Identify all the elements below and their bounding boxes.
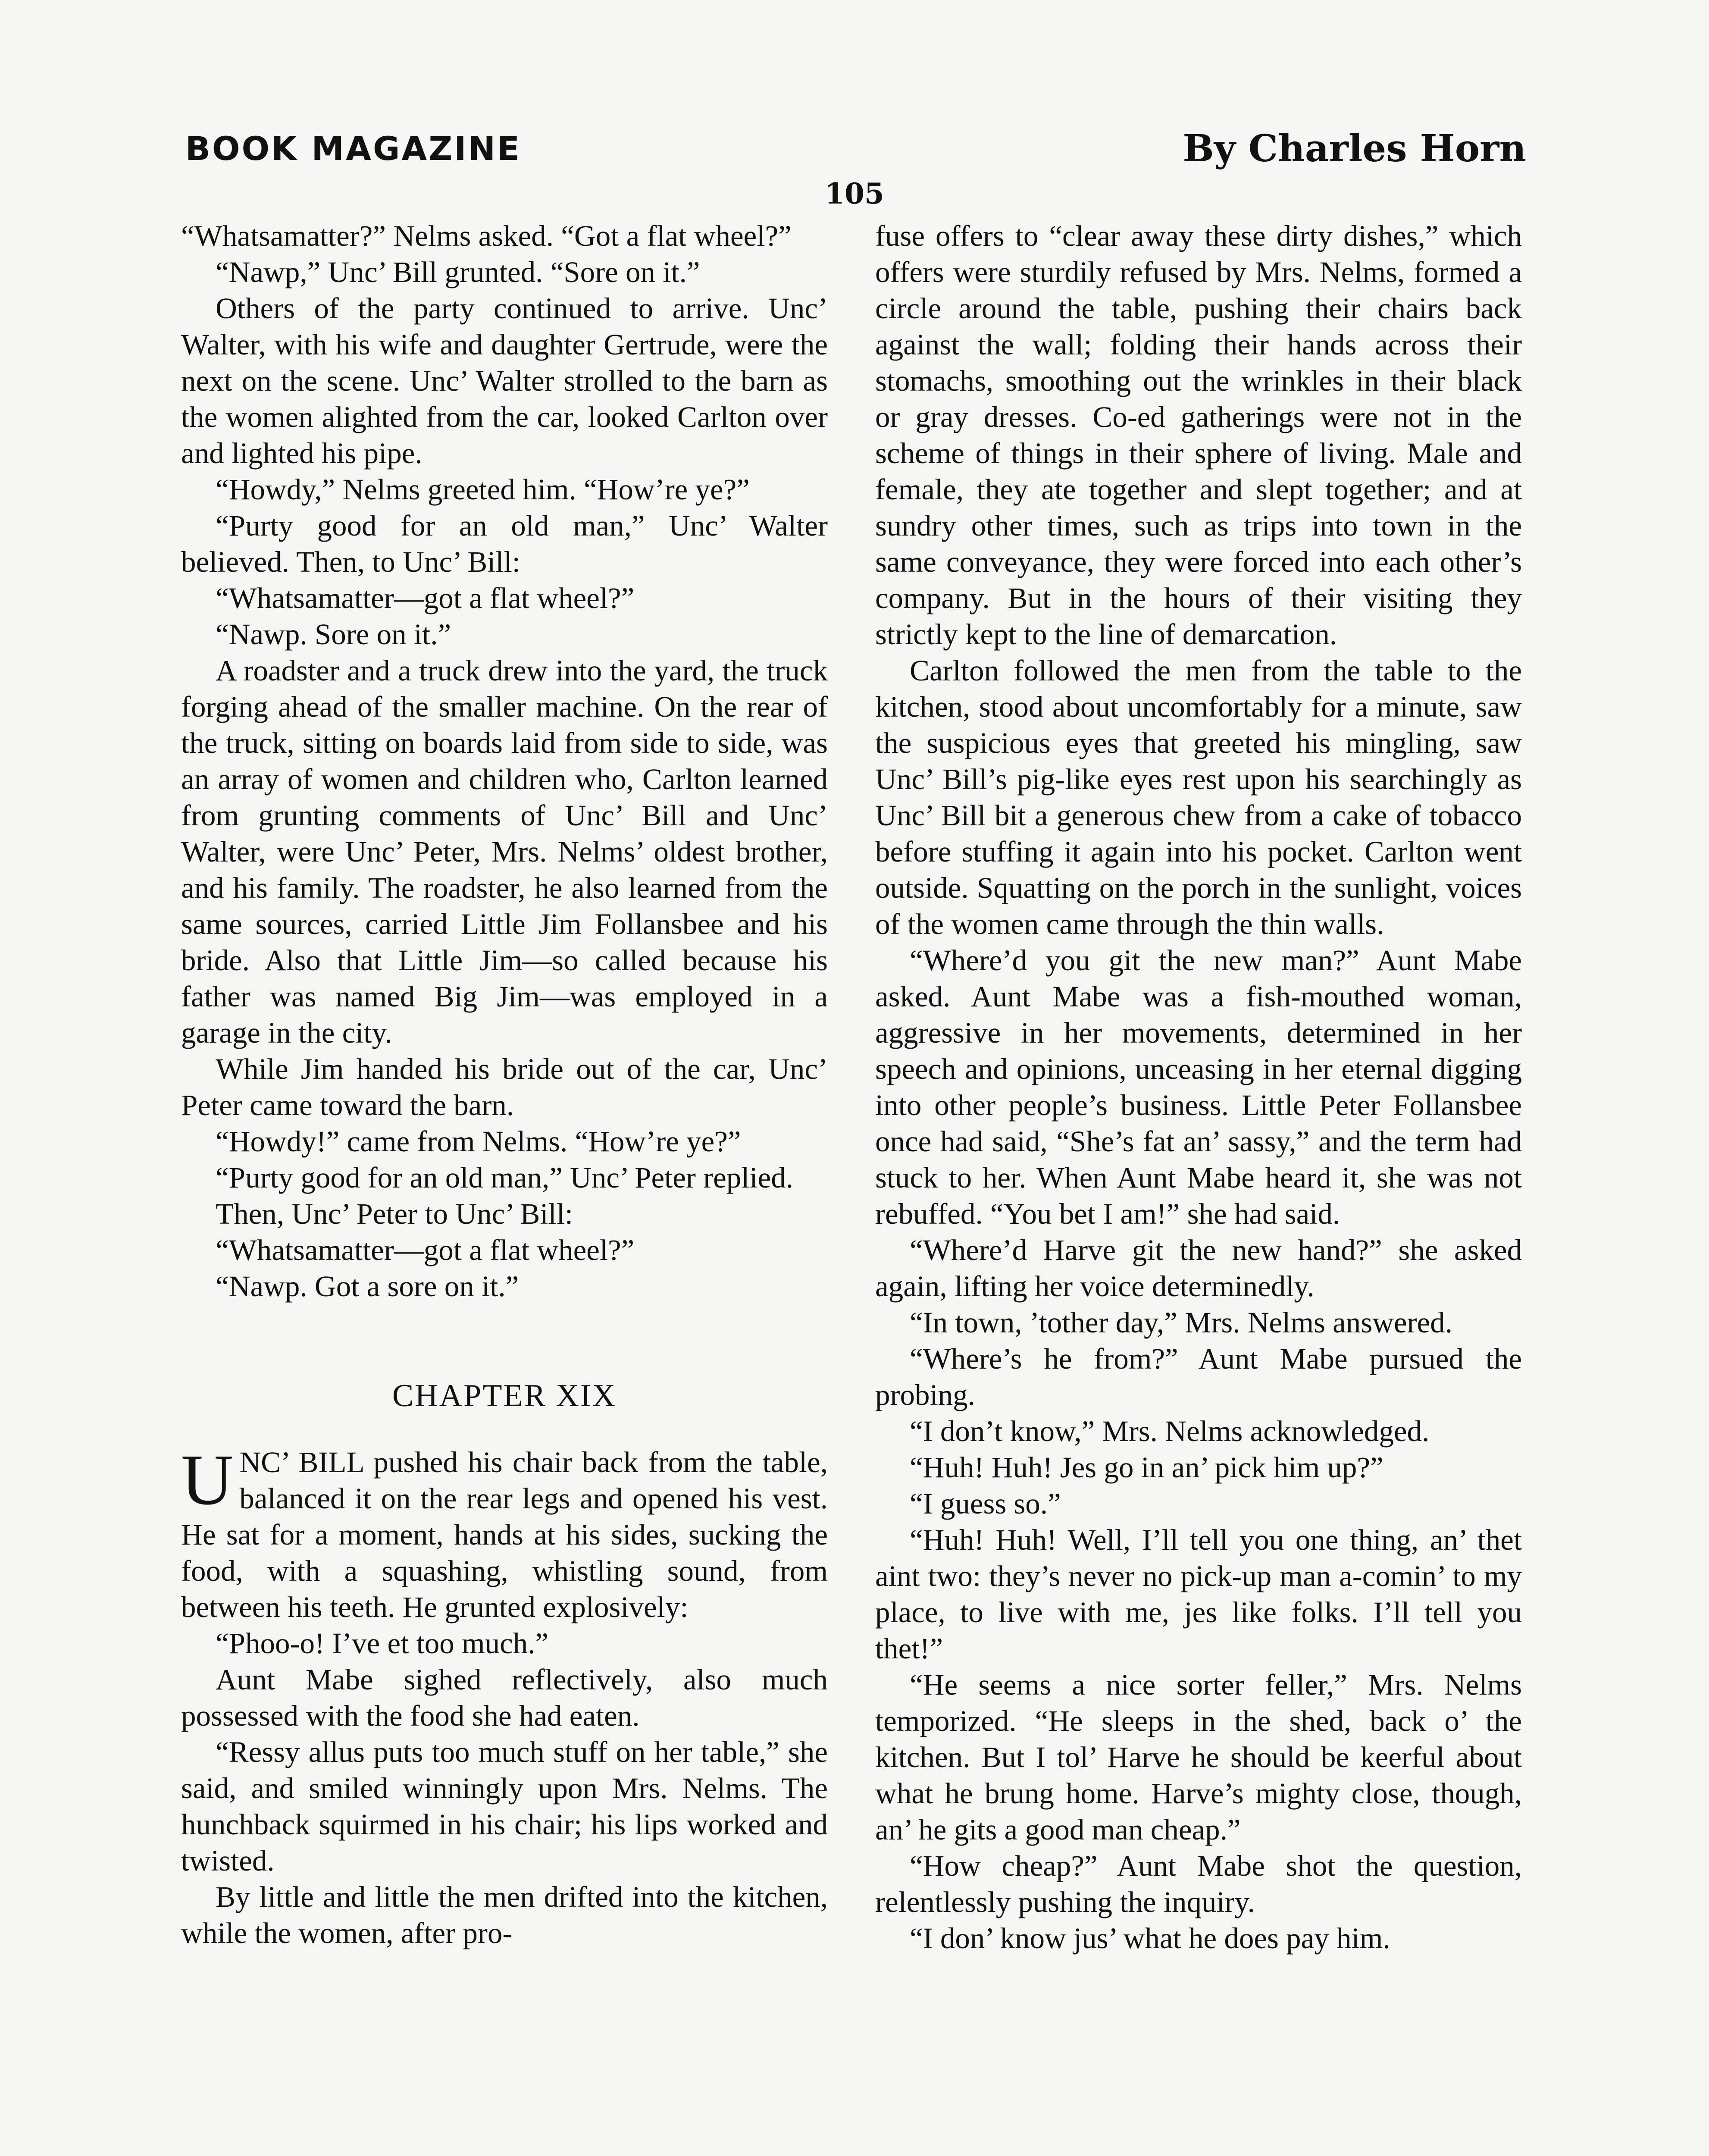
publication-title: BOOK MAGAZINE	[185, 129, 522, 168]
chapter-opening-text: NC’ BILL pushed his chair back from the table, balanced it on the rear legs and opened his vest. He sat for a moment, hands at his sides, sucking the food, with a squashing, whistling sound, from between his teeth. He grunted explosively:	[181, 1446, 828, 1623]
paragraph: Carlton followed the men from the table to the kitchen, stood about uncomfortably for a minute, saw the suspicious eyes that greeted his mingling, saw Unc’ Bill’s pig-like eyes rest upon his searchingly as Unc’ Bill bit a generous chew from a cake of tobacco before stuffing it again into his pocket. Carlton went outside. Squatting on the porch in the sunlight, voices of the women came through the thin walls.	[875, 654, 1522, 940]
paragraph: “In town, ’tother day,” Mrs. Nelms answered.	[910, 1306, 1452, 1339]
paragraph: “Ressy allus puts too much stuff on her table,” she said, and smiled winningly upon Mrs. Nelms. The hunchback squirmed in his chair; his lips worked and twisted.	[181, 1736, 828, 1877]
right-column	[875, 218, 1522, 1956]
drop-cap: U	[181, 1440, 234, 1520]
paragraph: “He seems a nice sorter feller,” Mrs. Nelms temporized. “He sleeps in the shed, back o’ the kitchen. But I tol’ Harve he should be keerful about what he brung home. Harve’s mighty close, though, an’ he gits a good man cheap.”	[875, 1668, 1522, 1846]
paragraph: “Purty good for an old man,” Unc’ Walter believed. Then, to Unc’ Bill:	[181, 509, 828, 578]
paragraph: By little and little the men drifted into the kitchen, while the women, after pro-	[181, 1880, 828, 1949]
paragraph: “Whatsamatter?” Nelms asked. “Got a flat wheel?”	[181, 219, 792, 252]
paragraph: While Jim handed his bride out of the car, Unc’ Peter came toward the barn.	[181, 1053, 828, 1122]
chapter-heading: CHAPTER XIX	[392, 1378, 617, 1413]
paragraph: “Where’d Harve git the new hand?” she asked again, lifting her voice determinedly.	[875, 1234, 1522, 1303]
left-column	[181, 218, 828, 1951]
paragraph: Then, Unc’ Peter to Unc’ Bill:	[216, 1197, 573, 1230]
chapter-opening-paragraph	[181, 1440, 828, 1625]
paragraph: “Howdy!” came from Nelms. “How’re ye?”	[216, 1125, 741, 1158]
paragraph: “I don’t know,” Mrs. Nelms acknowledged.	[910, 1415, 1430, 1448]
paragraph: “I guess so.”	[910, 1487, 1061, 1520]
page-header	[185, 129, 1526, 177]
paragraph: “Nawp. Got a sore on it.”	[216, 1270, 519, 1303]
author-byline: By Charles Horn	[1183, 127, 1526, 170]
paragraph: A roadster and a truck drew into the yard, the truck forging ahead of the smaller machine. On the rear of the truck, sitting on boards laid from side to side, was an array of women and children who, Carlton learned from grunting comments of Unc’ Bill and Unc’ Walter, were Unc’ Peter, Mrs. Nelms’ oldest brother, and his family. The roadster, he also learned from the same sources, carried Little Jim Follansbee and his bride. Also that Little Jim—so called because his father was named Big Jim—was employed in a garage in the city.	[181, 654, 828, 1049]
paragraph: “Whatsamatter—got a flat wheel?”	[216, 1234, 635, 1266]
paragraph: “Phoo-o! I’ve et too much.”	[216, 1627, 549, 1660]
paragraph: “Whatsamatter—got a flat wheel?”	[216, 582, 635, 614]
paragraph: “Nawp. Sore on it.”	[216, 618, 451, 651]
paragraph: “Howdy,” Nelms greeted him. “How’re ye?”	[216, 473, 750, 506]
paragraph: Aunt Mabe sighed reflectively, also much possessed with the food she had eaten.	[181, 1663, 828, 1732]
paragraph: “Huh! Huh! Well, I’ll tell you one thing, an’ thet aint two: they’s never no pick-up man a-comin’ to my place, to live with me, jes like folks. I’ll tell you thet!”	[875, 1523, 1522, 1665]
paragraph: “Nawp,” Unc’ Bill grunted. “Sore on it.”	[216, 256, 700, 288]
paragraph: “Where’d you git the new man?” Aunt Mabe asked. Aunt Mabe was a fish-mouthed woman, aggressive in her movements, determined in her speech and opinions, unceasing in her eternal digging into other people’s business. Little Peter Follansbee once had said, “She’s fat an’ sassy,” and the term had stuck to her. When Aunt Mabe heard it, she was not rebuffed. “You bet I am!” she had said.	[875, 944, 1522, 1230]
paragraph: “I don’ know jus’ what he does pay him.	[910, 1922, 1390, 1955]
paragraph: “Where’s he from?” Aunt Mabe pursued the probing.	[875, 1342, 1522, 1411]
paragraph: “Purty good for an old man,” Unc’ Peter replied.	[216, 1161, 793, 1194]
paragraph: Others of the party continued to arrive. Unc’ Walter, with his wife and daughter Gertrude, were the next on the scene. Unc’ Walter strolled to the barn as the women alighted from the car, looked Carlton over and lighted his pipe.	[181, 292, 828, 470]
paragraph: “Huh! Huh! Jes go in an’ pick him up?”	[910, 1451, 1383, 1484]
page-number: 105	[825, 177, 884, 210]
paragraph: “How cheap?” Aunt Mabe shot the question, relentlessly pushing the inquiry.	[875, 1849, 1522, 1918]
paragraph-continuation: fuse offers to “clear away these dirty dishes,” which offers were sturdily refused by Mrs. Nelms, formed a circle around the table, pushing their chairs back against the wall; folding their hands across their stomachs, smoothing out the wrinkles in their black or gray dresses. Co-ed gatherings were not in the scheme of things in their sphere of living. Male and female, they ate together and slept together; and at sundry other times, such as trips into town in the same conveyance, they were forced into each other’s company. But in the hours of their visiting they strictly kept to the line of demarcation.	[875, 219, 1522, 651]
